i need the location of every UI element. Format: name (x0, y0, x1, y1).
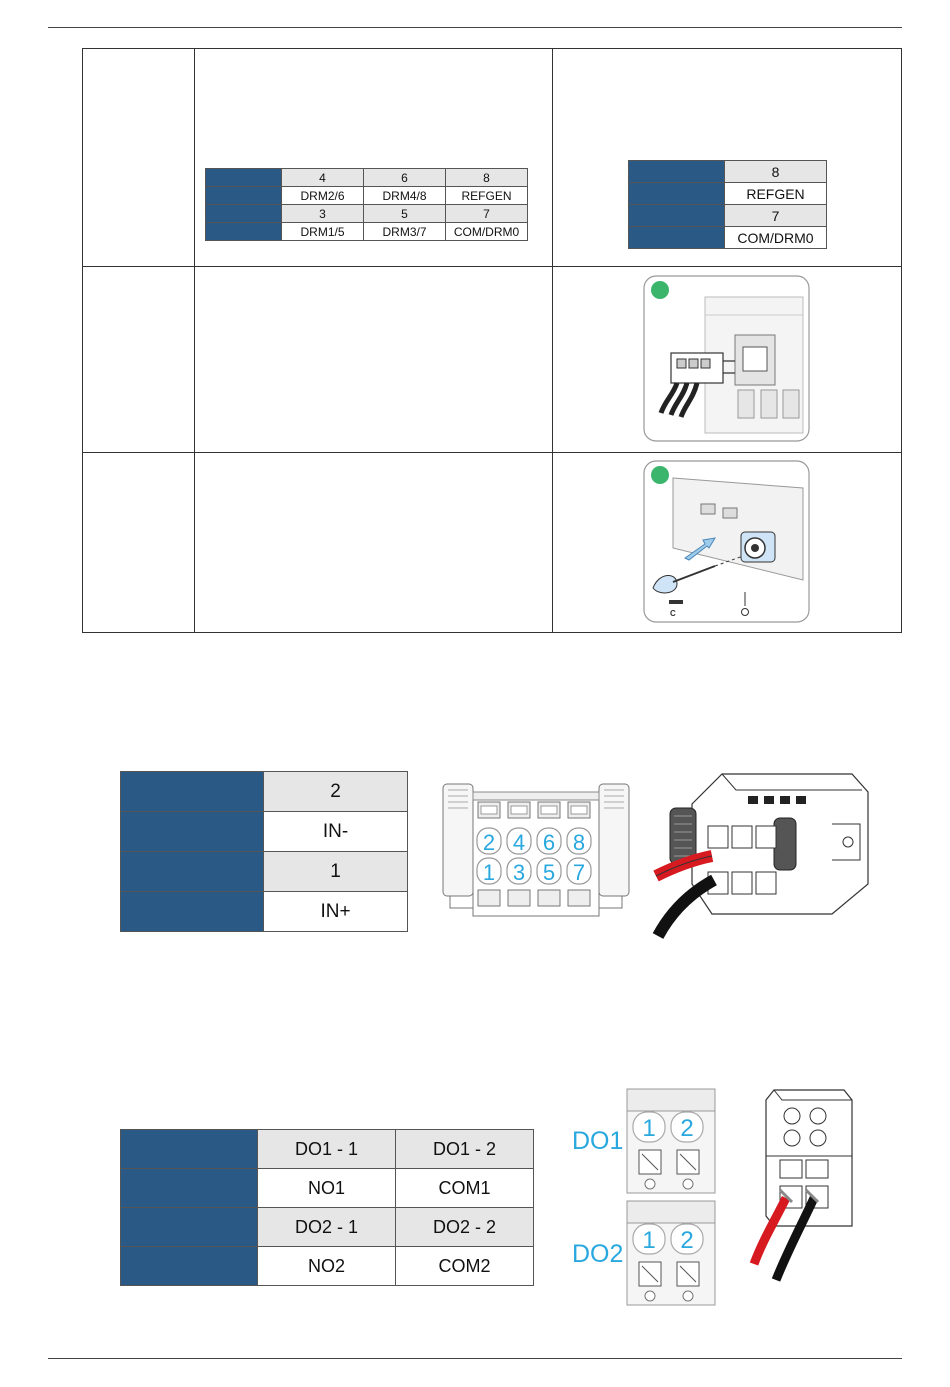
table-row (206, 169, 528, 187)
table-row (121, 852, 408, 892)
eight-pin-terminal-diagram (440, 780, 632, 930)
table-row (121, 892, 408, 932)
header-rule (48, 27, 902, 28)
table-cell: 3 (282, 205, 364, 223)
table-cell: COM/DRM0 (446, 223, 528, 241)
terminal-number: 1 (482, 860, 496, 885)
do1-terminal-diagram (626, 1088, 716, 1194)
table-row (121, 1169, 534, 1208)
table-header-cell (121, 812, 264, 852)
table-header-cell (629, 205, 725, 227)
terminal-number: 4 (512, 830, 526, 855)
table-cell: DRM1/5 (282, 223, 364, 241)
pin-number: 2 (680, 1227, 694, 1254)
table-header-cell (121, 772, 264, 812)
table-cell: 4 (282, 169, 364, 187)
table-cell: 8 (446, 169, 528, 187)
drm-pin-table (205, 168, 528, 241)
table-header-cell (121, 1208, 258, 1247)
table-header-cell (121, 1169, 258, 1208)
table-header-cell (206, 169, 282, 187)
do2-label: DO2 (572, 1240, 624, 1268)
table-row (629, 227, 827, 249)
column-divider-1 (194, 49, 195, 632)
pin-number: 2 (680, 1115, 694, 1142)
table-row (121, 772, 408, 812)
table-cell: REFGEN (725, 183, 827, 205)
table-cell: 5 (364, 205, 446, 223)
table-cell: COM2 (396, 1247, 534, 1286)
table-cell: 7 (725, 205, 827, 227)
table-cell: IN- (264, 812, 408, 852)
table-cell: 6 (364, 169, 446, 187)
terminal-with-wires-illustration (652, 764, 878, 940)
rcr-pin-table (628, 160, 827, 249)
table-row (121, 812, 408, 852)
table-header-cell (121, 1247, 258, 1286)
table-row (121, 1247, 534, 1286)
table-cell: COM1 (396, 1169, 534, 1208)
table-cell: 2 (264, 772, 408, 812)
table-header-cell (206, 187, 282, 205)
row-divider-2 (83, 452, 901, 453)
column-divider-2 (552, 49, 553, 632)
table-row (121, 1208, 534, 1247)
table-cell: DO1 - 1 (258, 1130, 396, 1169)
do-pin-table (120, 1129, 534, 1286)
tighten-nut-illustration (643, 460, 811, 624)
do2-terminal-diagram (626, 1200, 716, 1306)
terminal-number: 3 (512, 860, 526, 885)
table-row (629, 161, 827, 183)
table-cell: NO2 (258, 1247, 396, 1286)
table-cell: DRM4/8 (364, 187, 446, 205)
table-header-cell (629, 161, 725, 183)
do-terminal-with-wires-illustration (744, 1086, 856, 1286)
terminal-number: 6 (542, 830, 556, 855)
table-cell: DO2 - 2 (396, 1208, 534, 1247)
table-header-cell (121, 1130, 258, 1169)
table-cell: DRM3/7 (364, 223, 446, 241)
terminal-insert-illustration (643, 275, 811, 443)
do1-label: DO1 (572, 1127, 624, 1155)
row-divider-1 (83, 266, 901, 267)
table-cell: DO2 - 1 (258, 1208, 396, 1247)
table-header-cell (206, 223, 282, 241)
footer-rule (48, 1358, 902, 1359)
terminal-number: 8 (572, 830, 586, 855)
table-cell: NO1 (258, 1169, 396, 1208)
table-cell: 8 (725, 161, 827, 183)
table-row (206, 187, 528, 205)
table-row (121, 1130, 534, 1169)
terminal-number: 7 (572, 860, 586, 885)
table-cell: REFGEN (446, 187, 528, 205)
step-dot-icon (651, 466, 669, 484)
di-pin-table (120, 771, 408, 932)
screwdriver-letter: C (670, 609, 676, 618)
terminal-number: 2 (482, 830, 496, 855)
table-header-cell (629, 183, 725, 205)
table-cell: 7 (446, 205, 528, 223)
table-header-cell (121, 892, 264, 932)
table-cell: COM/DRM0 (725, 227, 827, 249)
table-cell: DO1 - 2 (396, 1130, 534, 1169)
pin-number: 1 (642, 1227, 656, 1254)
table-row (206, 205, 528, 223)
table-row (629, 183, 827, 205)
table-cell: DRM2/6 (282, 187, 364, 205)
table-cell: IN+ (264, 892, 408, 932)
step-dot-icon (651, 281, 669, 299)
pin-number: 1 (642, 1115, 656, 1142)
table-row (206, 223, 528, 241)
table-header-cell (121, 852, 264, 892)
table-header-cell (206, 205, 282, 223)
table-row (629, 205, 827, 227)
table-header-cell (629, 227, 725, 249)
table-cell: 1 (264, 852, 408, 892)
terminal-number: 5 (542, 860, 556, 885)
